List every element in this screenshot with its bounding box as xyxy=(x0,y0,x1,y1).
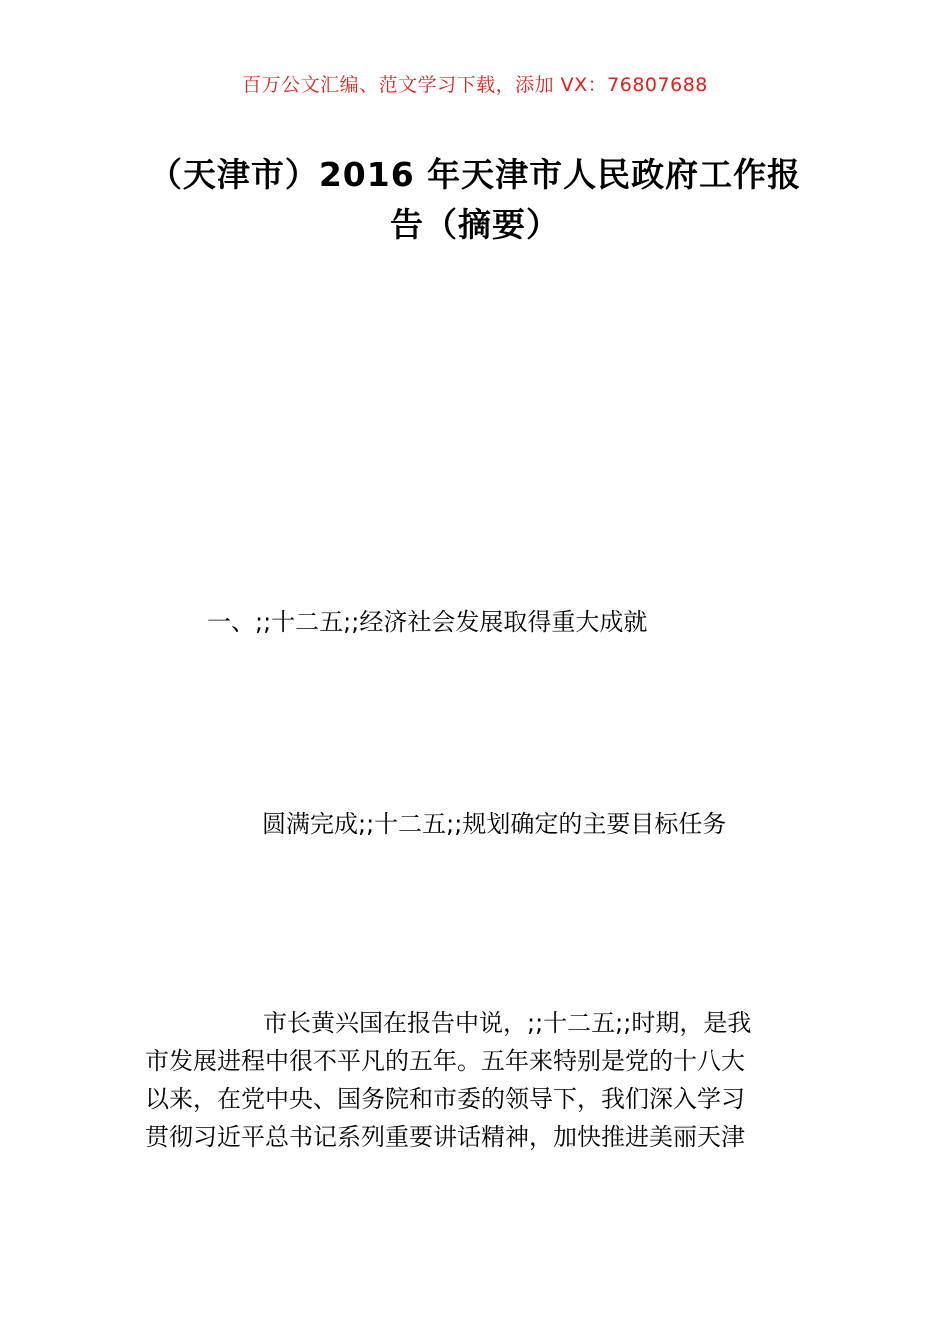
document-title xyxy=(120,150,830,250)
body-line: 以来，在党中央、国务院和市委的领导下，我们深入学习 xyxy=(145,1085,745,1113)
body-paragraph xyxy=(145,1004,807,1156)
title-line-2: 告（摘要） xyxy=(390,205,560,244)
body-line: 市长黄兴国在报告中说，;;十二五;;时期，是我 xyxy=(263,1009,752,1037)
section-subheading: 圆满完成;;十二五;;规划确定的主要目标任务 xyxy=(262,810,727,838)
title-line-1: （天津市）2016 年天津市人民政府工作报 xyxy=(148,155,802,194)
section-heading: 一、;;十二五;;经济社会发展取得重大成就 xyxy=(207,608,648,636)
body-line: 市发展进程中很不平凡的五年。五年来特别是党的十八大 xyxy=(145,1047,745,1075)
body-line: 贯彻习近平总书记系列重要讲话精神，加快推进美丽天津 xyxy=(145,1123,745,1151)
header-promo-note: 百万公文汇编、范文学习下载，添加 VX：76807688 xyxy=(242,74,708,96)
